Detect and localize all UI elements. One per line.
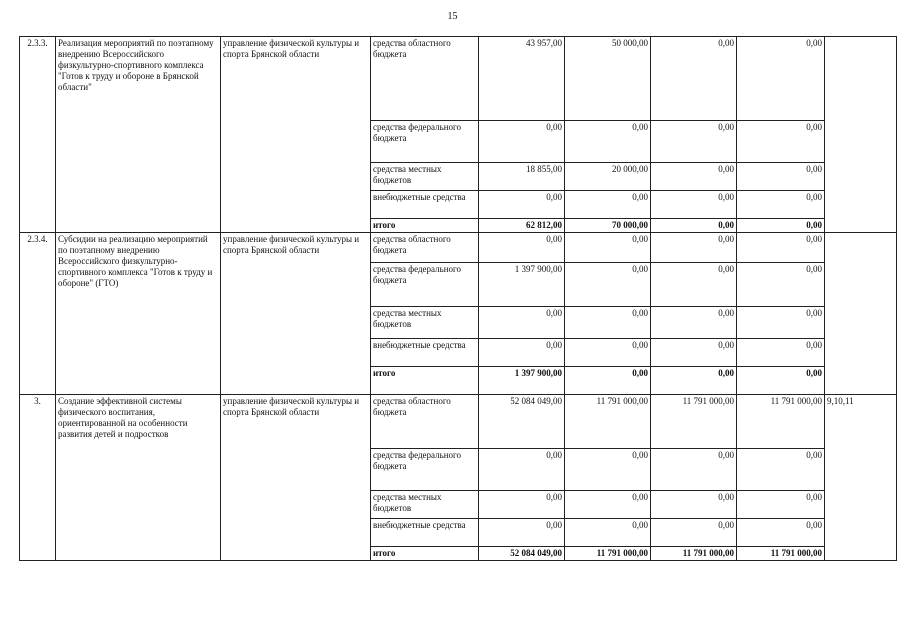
amount-cell: 11 791 000,00: [651, 395, 737, 449]
funding-source: средства областного бюджета: [371, 233, 479, 263]
amount-cell: 0,00: [479, 339, 565, 367]
target-indicators: [825, 233, 897, 395]
amount-cell: 0,00: [737, 339, 825, 367]
funding-source: средства федерального бюджета: [371, 449, 479, 491]
amount-cell: 0,00: [565, 191, 651, 219]
total-cell: 0,00: [737, 219, 825, 233]
amount-cell: 0,00: [479, 449, 565, 491]
funding-source: средства федерального бюджета: [371, 263, 479, 307]
amount-cell: 20 000,00: [565, 163, 651, 191]
amount-cell: 0,00: [565, 449, 651, 491]
total-label: итого: [371, 219, 479, 233]
amount-cell: 0,00: [737, 163, 825, 191]
item-number: 2.3.3.: [20, 37, 56, 233]
amount-cell: 0,00: [737, 519, 825, 547]
item-number: 2.3.4.: [20, 233, 56, 395]
amount-cell: 0,00: [651, 491, 737, 519]
funding-source: средства областного бюджета: [371, 37, 479, 121]
total-cell: 0,00: [651, 367, 737, 395]
amount-cell: 0,00: [479, 233, 565, 263]
funding-source: средства местных бюджетов: [371, 491, 479, 519]
amount-cell: 0,00: [565, 233, 651, 263]
amount-cell: 0,00: [651, 449, 737, 491]
amount-cell: 0,00: [737, 191, 825, 219]
item-name: Создание эффективной системы физического воспитания, ориентированной на особенности развития детей и подростков: [56, 395, 221, 561]
total-cell: 11 791 000,00: [737, 547, 825, 561]
total-label: итого: [371, 547, 479, 561]
target-indicators: [825, 37, 897, 233]
amount-cell: 0,00: [651, 519, 737, 547]
amount-cell: 1 397 900,00: [479, 263, 565, 307]
total-label: итого: [371, 367, 479, 395]
total-cell: 11 791 000,00: [565, 547, 651, 561]
total-cell: 11 791 000,00: [651, 547, 737, 561]
amount-cell: 0,00: [565, 519, 651, 547]
amount-cell: 0,00: [565, 121, 651, 163]
amount-cell: 0,00: [737, 37, 825, 121]
page-number: 15: [447, 11, 458, 22]
amount-cell: 0,00: [651, 307, 737, 339]
amount-cell: 0,00: [651, 121, 737, 163]
total-cell: 0,00: [651, 219, 737, 233]
amount-cell: 0,00: [565, 307, 651, 339]
funding-source: внебюджетные средства: [371, 519, 479, 547]
total-cell: 1 397 900,00: [479, 367, 565, 395]
total-cell: 70 000,00: [565, 219, 651, 233]
amount-cell: 0,00: [479, 491, 565, 519]
amount-cell: 0,00: [479, 307, 565, 339]
amount-cell: 0,00: [737, 307, 825, 339]
amount-cell: 0,00: [565, 339, 651, 367]
amount-cell: 0,00: [651, 163, 737, 191]
budget-table: [19, 36, 897, 561]
table-row: [20, 37, 897, 121]
amount-cell: 52 084 049,00: [479, 395, 565, 449]
total-cell: 0,00: [565, 367, 651, 395]
amount-cell: 18 855,00: [479, 163, 565, 191]
funding-source: внебюджетные средства: [371, 191, 479, 219]
amount-cell: 0,00: [479, 121, 565, 163]
amount-cell: 11 791 000,00: [565, 395, 651, 449]
total-cell: 52 084 049,00: [479, 547, 565, 561]
amount-cell: 0,00: [565, 263, 651, 307]
table-row: [20, 395, 897, 449]
funding-source: средства федерального бюджета: [371, 121, 479, 163]
amount-cell: 0,00: [737, 263, 825, 307]
table-row: [20, 233, 897, 263]
funding-source: средства местных бюджетов: [371, 163, 479, 191]
funding-source: средства местных бюджетов: [371, 307, 479, 339]
amount-cell: 0,00: [651, 233, 737, 263]
item-executor: управление физической культуры и спорта Брянской области: [221, 37, 371, 233]
amount-cell: 0,00: [651, 339, 737, 367]
amount-cell: 0,00: [479, 519, 565, 547]
target-indicators: 9,10,11: [825, 395, 897, 561]
amount-cell: 0,00: [737, 449, 825, 491]
amount-cell: 0,00: [479, 191, 565, 219]
amount-cell: 0,00: [737, 491, 825, 519]
amount-cell: 0,00: [737, 121, 825, 163]
item-name: Субсидии на реализацию мероприятий по поэтапному внедрению Всероссийского физкультурно-спортивного комплекса "Готов к труду и обороне" (ГТО): [56, 233, 221, 395]
amount-cell: 0,00: [651, 37, 737, 121]
total-cell: 62 812,00: [479, 219, 565, 233]
item-executor: управление физической культуры и спорта Брянской области: [221, 233, 371, 395]
amount-cell: 0,00: [565, 491, 651, 519]
item-number: 3.: [20, 395, 56, 561]
amount-cell: 11 791 000,00: [737, 395, 825, 449]
amount-cell: 0,00: [737, 233, 825, 263]
funding-source: внебюджетные средства: [371, 339, 479, 367]
amount-cell: 43 957,00: [479, 37, 565, 121]
item-executor: управление физической культуры и спорта Брянской области: [221, 395, 371, 561]
total-cell: 0,00: [737, 367, 825, 395]
funding-source: средства областного бюджета: [371, 395, 479, 449]
amount-cell: 0,00: [651, 263, 737, 307]
item-name: Реализация мероприятий по поэтапному внедрению Всероссийского физкультурно-спортивного комплекса "Готов к труду и обороне в Брянской области": [56, 37, 221, 233]
amount-cell: 0,00: [651, 191, 737, 219]
amount-cell: 50 000,00: [565, 37, 651, 121]
